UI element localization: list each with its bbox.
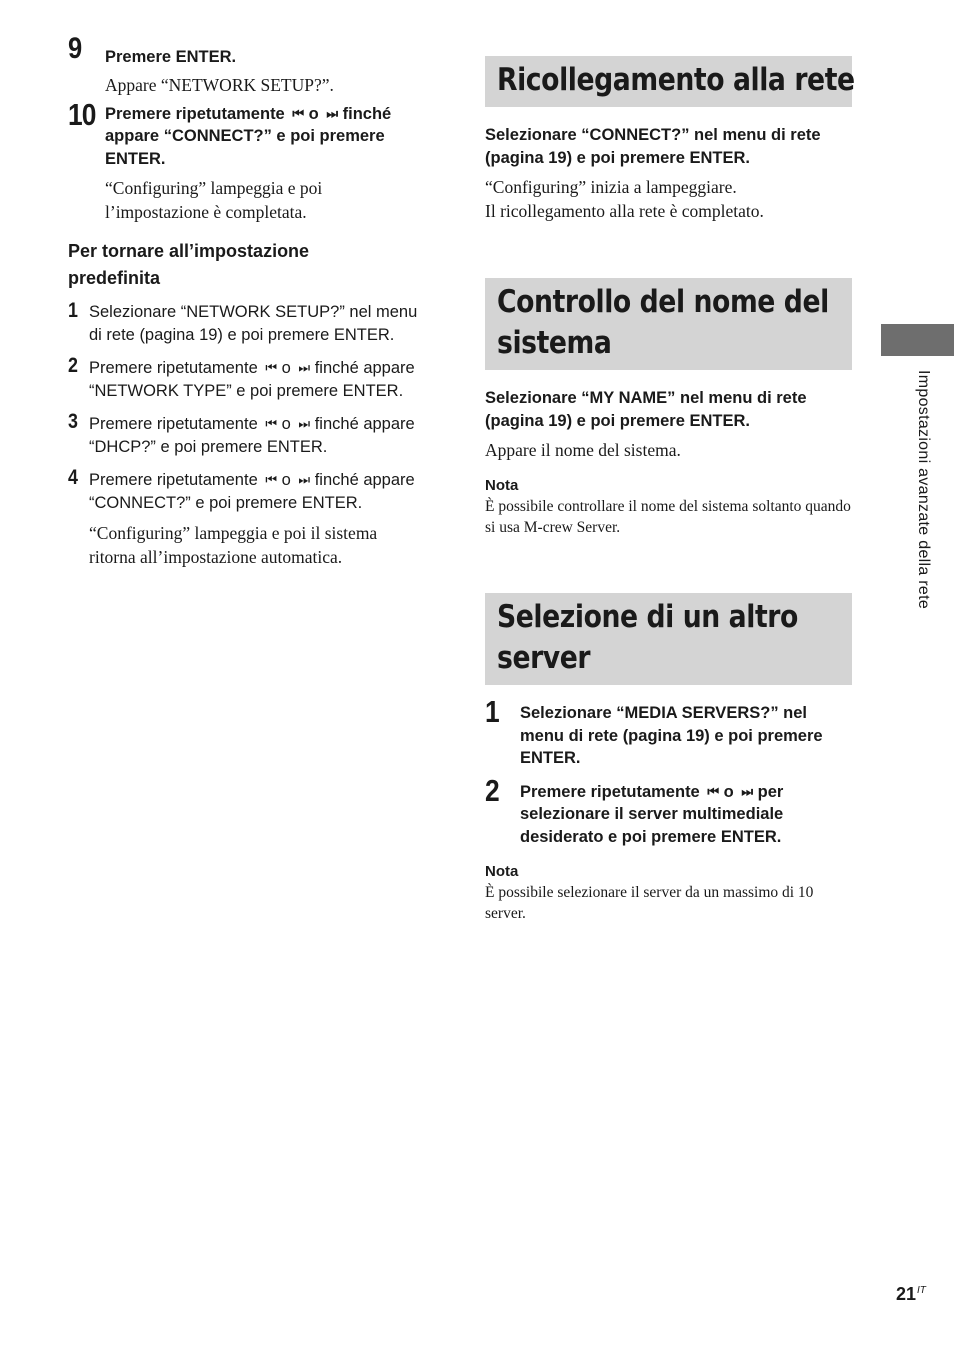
previous-track-icon: ⏮ bbox=[265, 472, 275, 487]
step-text bbox=[520, 781, 852, 849]
server-step-2 bbox=[485, 772, 852, 849]
substep-conj: o bbox=[281, 359, 291, 377]
page-language-suffix: IT bbox=[917, 1285, 926, 1296]
page-number-value: 21 bbox=[896, 1284, 917, 1304]
step-title-conj: o bbox=[308, 104, 319, 123]
previous-track-icon: ⏮ bbox=[265, 360, 275, 375]
step-title: Premere ENTER. bbox=[105, 48, 237, 66]
step-10 bbox=[68, 96, 430, 225]
page-number bbox=[896, 1284, 926, 1305]
step-number: 10 bbox=[68, 96, 96, 132]
step-9 bbox=[68, 32, 430, 97]
section-lead: Selezionare “CONNECT?” nel menu di rete (pagina 19) e poi premere ENTER. bbox=[485, 126, 821, 167]
section-text: Appare il nome del sistema. bbox=[485, 440, 681, 460]
substep-number: 4 bbox=[68, 466, 78, 489]
substep-3 bbox=[68, 412, 430, 459]
note-label: Nota bbox=[485, 863, 519, 880]
final-note: “Configuring” lampeggia e poi il sistema ritorna all’impostazione automatica. bbox=[89, 523, 378, 567]
section-heading-text: Ricollegamento alla rete bbox=[497, 62, 855, 98]
next-track-icon: ⏭ bbox=[298, 472, 308, 487]
step-title-text: Premere ripetutamente bbox=[105, 104, 285, 123]
substep-text: Premere ripetutamente bbox=[89, 471, 258, 489]
substep-text: Premere ripetutamente bbox=[89, 415, 258, 433]
substep-text: finché appare “CONNECT?” e poi premere ENTER. bbox=[89, 471, 415, 512]
note-label: Nota bbox=[485, 477, 519, 494]
step-number: 2 bbox=[485, 772, 500, 808]
server-step-1 bbox=[485, 694, 852, 770]
previous-track-icon: ⏮ bbox=[265, 416, 275, 431]
section-lead: Selezionare “MY NAME” nel menu di rete (pagina 19) e poi premere ENTER. bbox=[485, 389, 807, 430]
next-track-icon: ⏭ bbox=[298, 416, 308, 431]
step-description: Appare “NETWORK SETUP?”. bbox=[105, 74, 334, 95]
step-text: Selezionare “MEDIA SERVERS?” nel menu di rete (pagina 19) e poi premere ENTER. bbox=[520, 704, 823, 767]
section-heading-text: Selezione di un altro bbox=[497, 599, 798, 635]
step-text-part: Premere ripetutamente bbox=[520, 782, 700, 801]
section-heading-text: server bbox=[497, 640, 591, 676]
note-text: È possibile controllare il nome del sistema soltanto quando si usa M-crew Server. bbox=[485, 498, 851, 536]
previous-track-icon: ⏮ bbox=[707, 783, 717, 799]
step-text-conj: o bbox=[723, 782, 734, 801]
left-column bbox=[68, 32, 430, 569]
section-heading-text: sistema bbox=[497, 325, 612, 361]
section-heading-select-server bbox=[485, 593, 852, 685]
substep-4 bbox=[68, 468, 430, 515]
substep-conj: o bbox=[281, 415, 291, 433]
section-heading-text: Controllo del nome del bbox=[497, 284, 829, 320]
substep-text: Selezionare “NETWORK SETUP?” nel menu di rete (pagina 19) e poi premere ENTER. bbox=[89, 303, 418, 344]
section-heading-system-name bbox=[485, 278, 852, 370]
substep-number: 3 bbox=[68, 410, 78, 433]
substep-conj: o bbox=[281, 471, 291, 489]
step-number: 1 bbox=[485, 694, 500, 729]
side-tab-marker bbox=[881, 324, 954, 356]
step-description: “Configuring” lampeggia e poi l’impostazione è completata. bbox=[105, 178, 323, 222]
next-track-icon: ⏭ bbox=[326, 105, 336, 121]
substep-text: finché appare “DHCP?” e poi premere ENTER. bbox=[89, 415, 415, 456]
section-heading-reconnect bbox=[485, 56, 855, 107]
step-title-text: finché appare “CONNECT?” e poi premere ENTER. bbox=[105, 104, 392, 168]
substep-2 bbox=[68, 356, 430, 403]
step-text-part: per selezionare il server multimediale desiderato e poi premere ENTER. bbox=[520, 782, 784, 846]
note-text: È possibile selezionare il server da un massimo di 10 server. bbox=[485, 884, 814, 922]
substep-number: 2 bbox=[68, 354, 78, 377]
next-track-icon: ⏭ bbox=[298, 360, 308, 375]
substep-text: finché appare “NETWORK TYPE” e poi premere ENTER. bbox=[89, 359, 415, 400]
subheading: Per tornare all’impostazione predefinita bbox=[68, 241, 310, 288]
right-column bbox=[485, 56, 855, 924]
next-track-icon: ⏭ bbox=[741, 783, 751, 799]
step-title bbox=[105, 103, 430, 171]
step-number: 9 bbox=[68, 32, 82, 65]
substep-number: 1 bbox=[68, 299, 78, 322]
side-tab-label: Impostazioni avanzate della rete bbox=[915, 370, 932, 610]
section-text: Il ricollegamento alla rete è completato. bbox=[485, 201, 764, 221]
substep-text: Premere ripetutamente bbox=[89, 359, 258, 377]
section-text: “Configuring” inizia a lampeggiare. bbox=[485, 177, 737, 197]
previous-track-icon: ⏮ bbox=[292, 105, 302, 121]
substep-1 bbox=[68, 301, 430, 347]
